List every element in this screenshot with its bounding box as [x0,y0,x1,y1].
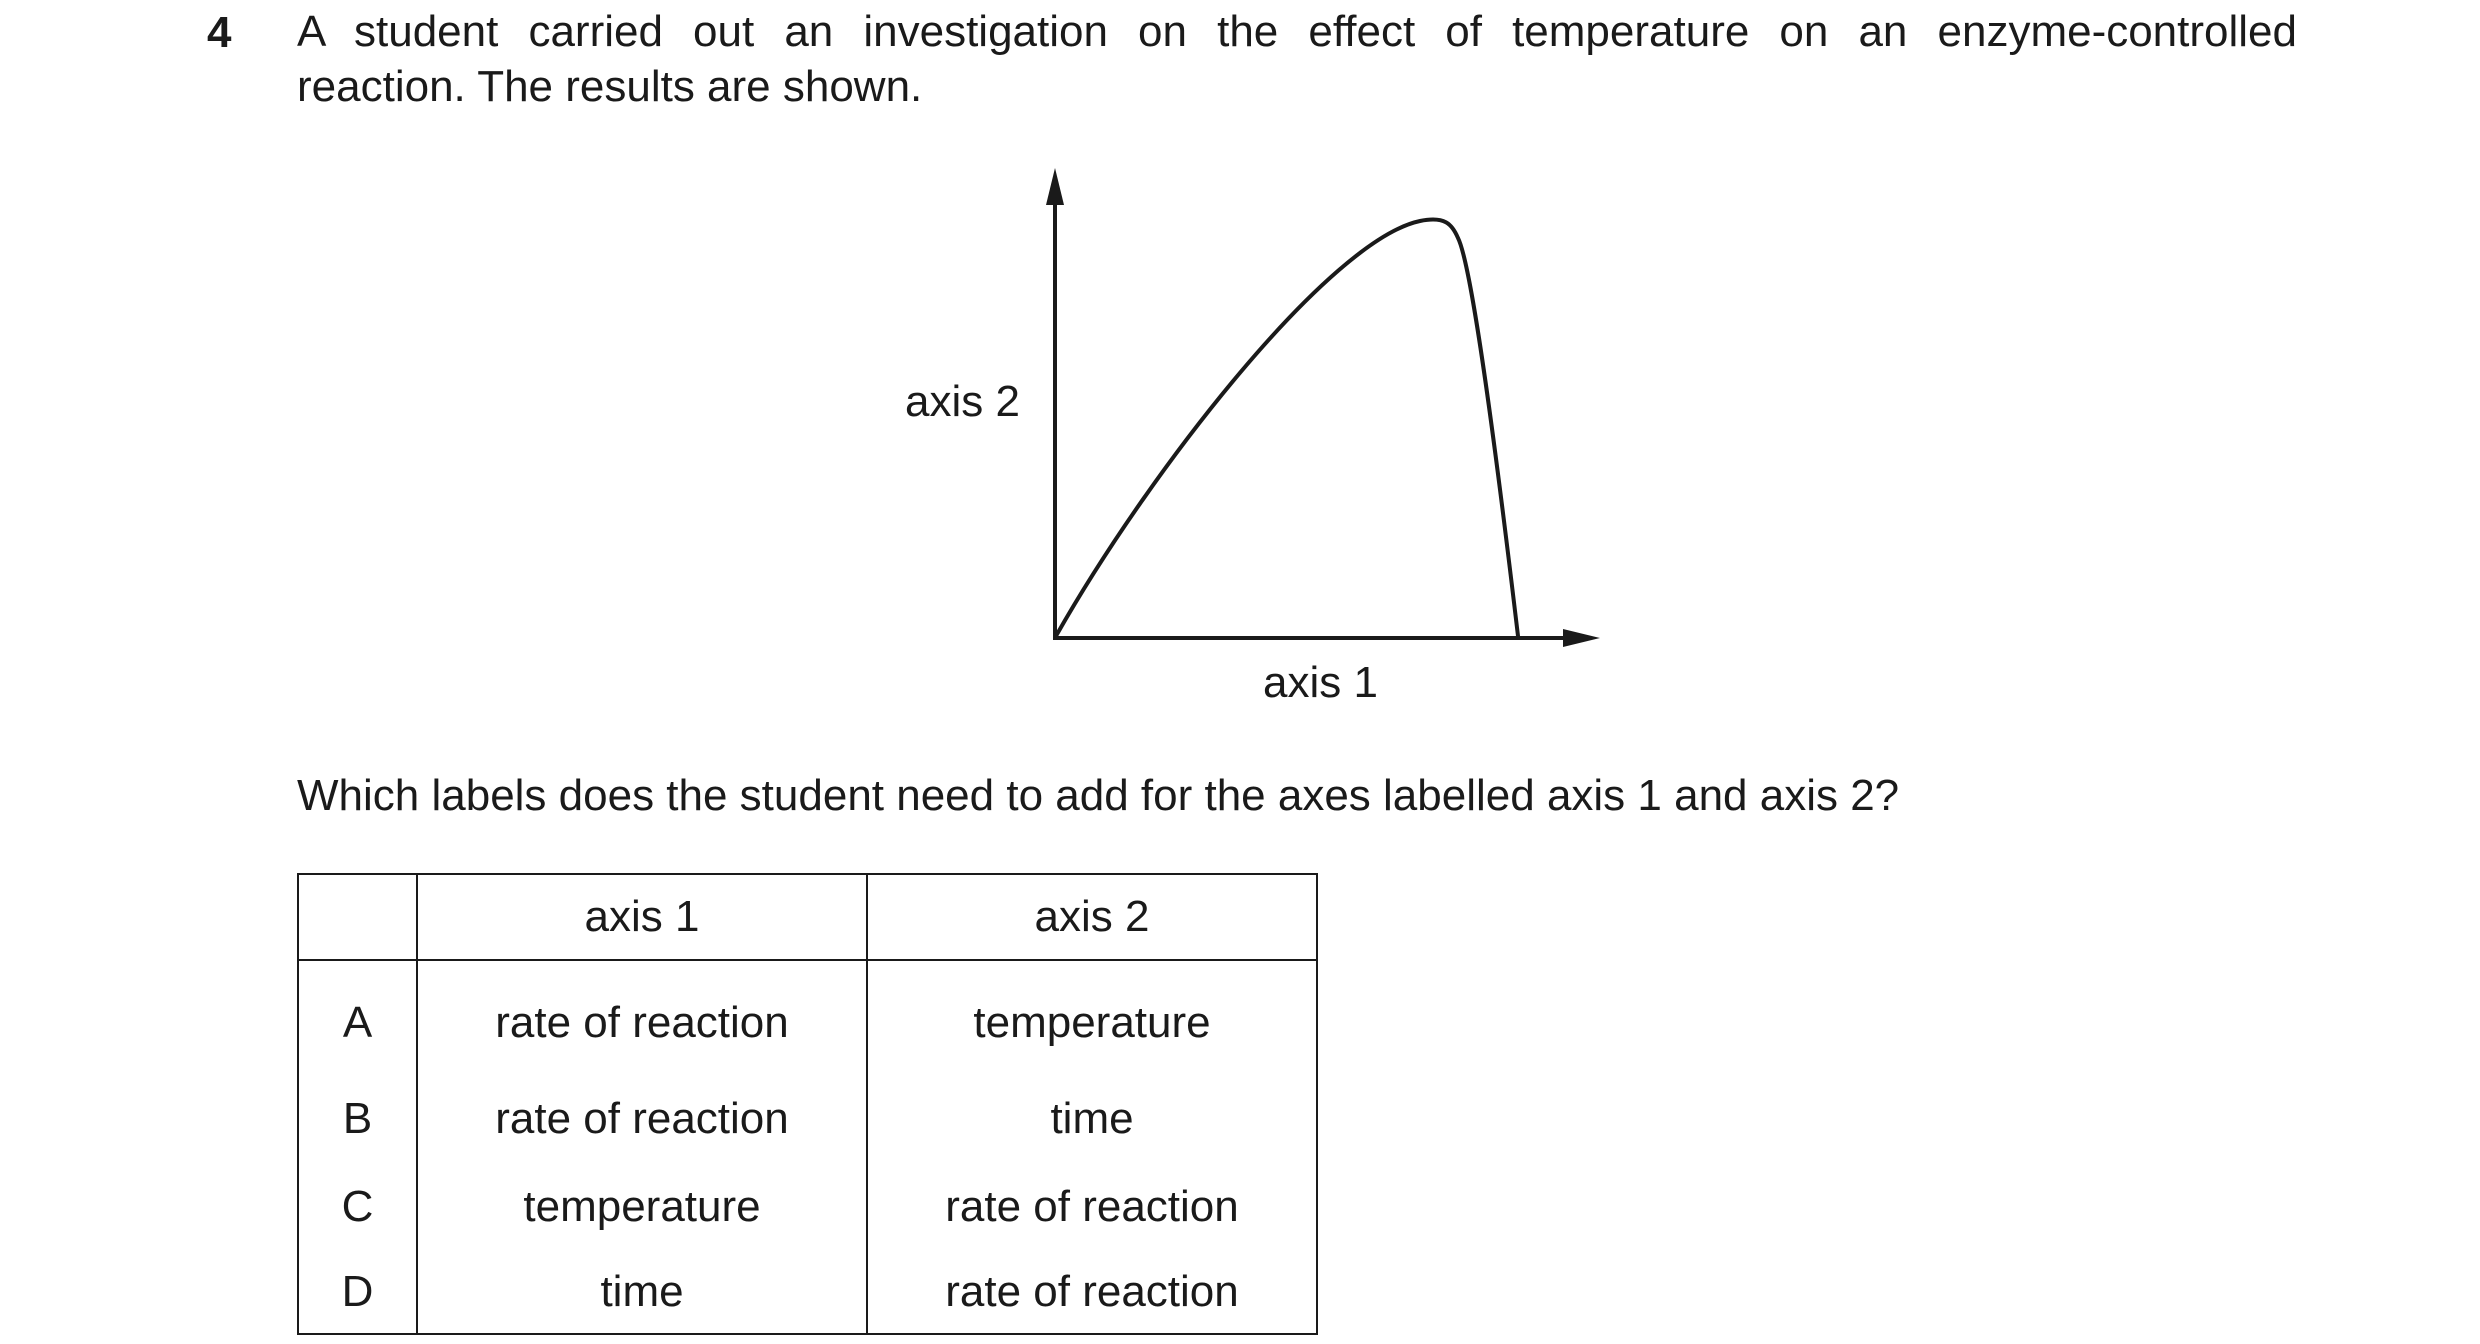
option-axis-1-value: rate of reaction [417,1075,867,1163]
header-axis-2: axis 2 [867,874,1317,960]
option-axis-2-value: temperature [867,960,1317,1075]
y-axis-arrow-icon [1046,168,1064,205]
question-prompt: Which labels does the student need to add for the axes labelled axis 1 and axis 2? [297,771,1900,820]
options-table [297,873,1318,1335]
question-stem-line-1: A student carried out an investigation on the effect of temperature on an enzyme-controlled [297,7,2297,56]
question-stem-line-2: reaction. The results are shown. [297,62,923,111]
option-row-c [298,1163,1317,1251]
option-axis-1-value: rate of reaction [417,960,867,1075]
option-axis-2-value: rate of reaction [867,1251,1317,1334]
option-axis-2-value: rate of reaction [867,1163,1317,1251]
y-axis-label: axis 2 [905,377,1020,426]
option-row-a [298,960,1317,1075]
table-header-row [298,874,1317,960]
option-row-d [298,1251,1317,1334]
x-axis-label: axis 1 [1263,658,1378,707]
option-letter: D [298,1251,417,1334]
x-axis-arrow-icon [1563,629,1600,647]
option-row-b [298,1075,1317,1163]
question-number: 4 [207,8,232,57]
option-letter: C [298,1163,417,1251]
option-axis-1-value: time [417,1251,867,1334]
option-axis-1-value: temperature [417,1163,867,1251]
header-axis-1: axis 1 [417,874,867,960]
option-letter: A [298,960,417,1075]
rate-curve [1056,220,1518,636]
option-letter: B [298,1075,417,1163]
option-axis-2-value: time [867,1075,1317,1163]
header-letter-cell [298,874,417,960]
